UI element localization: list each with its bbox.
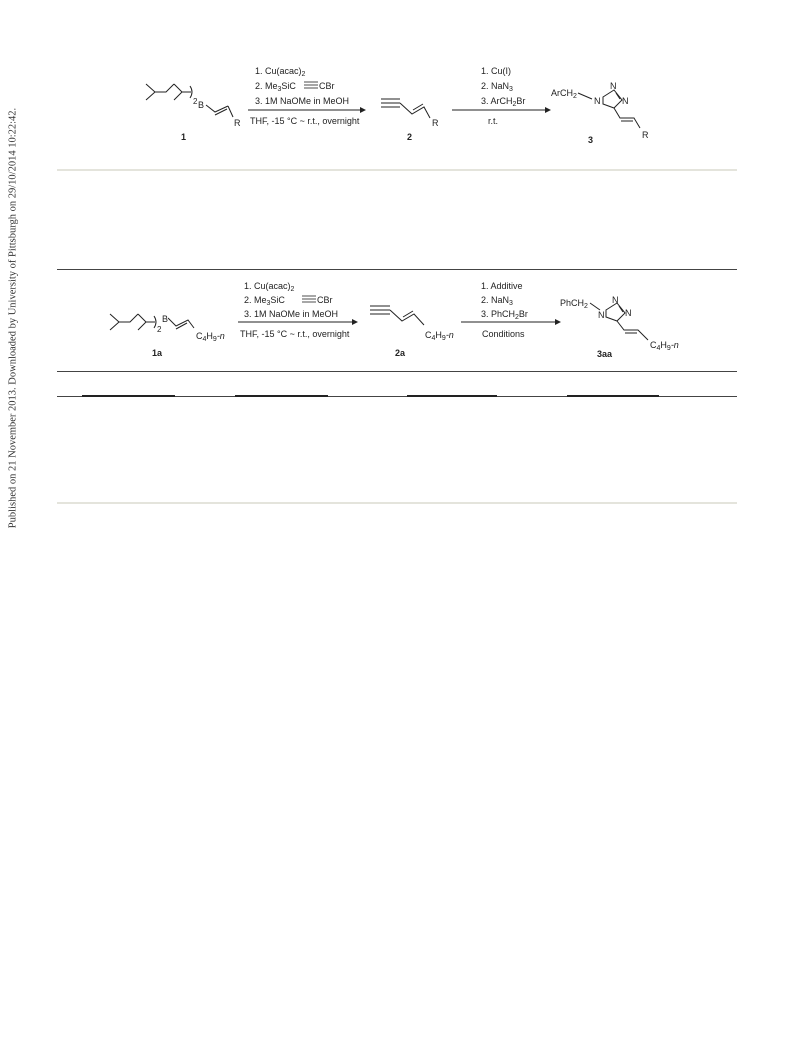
s2-r2a: 2. Me [244,295,267,305]
c1a-n: -n [216,331,225,341]
table-col-rule-2 [235,395,328,397]
s2-r2-sub: 3 [266,300,271,307]
s1-r1: 1. Cu(acac) [255,66,302,76]
s1-r2-sub: 3 [277,86,282,93]
divider-1 [57,169,737,171]
table-col-rule-1 [82,395,175,397]
compound-2a-label: 2a [395,348,406,358]
svg-text:2. Me3SiC [244,295,285,307]
compound-1-r: R [234,118,241,128]
s1b-r2a: 2. NaN [481,81,510,91]
compound-3-group-sub: 2 [573,93,577,100]
svg-text:C4H9-n [196,331,225,343]
svg-text:C4H9-n [425,330,454,342]
c3aa-n2: N [612,295,619,305]
compound-1a-boron-sub: 2 [157,325,162,334]
s1b-r2-sub: 3 [509,86,513,93]
s1b-r1: 1. Cu(I) [481,66,512,76]
c3aa-n: -n [670,340,679,350]
compound-3-n3: N [622,96,629,106]
svg-text:C4H9-n [650,340,679,352]
s1b-conditions: r.t. [488,116,499,126]
c1a-c: C [196,331,203,341]
compound-3-r: R [642,130,649,140]
svg-text:1. Cu(acac)2 [255,66,306,78]
s1-r1-sub: 2 [301,71,306,78]
compound-2-r: R [432,118,439,128]
compound-1a-boron: B [162,314,169,324]
s2b-r3a: 3. PhCH [481,309,516,319]
c3aa-s2: 9 [666,345,671,352]
svg-text:2. NaN3 [481,295,513,307]
svg-text:2. Me3SiC [255,81,296,93]
svg-text:1. Cu(acac)2 [244,281,295,293]
s2b-r3-sub: 2 [515,314,519,321]
table-col-rule-3 [407,395,497,397]
s2-r2c: CBr [317,295,333,305]
c3aa-h: H [660,340,667,350]
compound-1-boron: B [198,100,205,110]
download-note-text: Published on 21 November 2013. Downloaded by University of Pittsburgh on 29/10/2014 10:22:42. [7,107,19,529]
s1b-r3a: 3. ArCH [481,96,513,106]
c2a-h: H [435,330,442,340]
table-rule-top [57,371,737,372]
c1a-s1: 4 [202,336,207,343]
s2b-r2a: 2. NaN [481,295,510,305]
compound-3-group: ArCH [551,88,573,98]
s2b-conditions: Conditions [482,329,525,339]
svg-text:3. PhCH2Br [481,309,528,321]
svg-text:2. NaN3 [481,81,513,93]
s2-r3: 3. 1M NaOMe in MeOH [244,309,339,319]
s1-conditions: THF, -15 °C ~ r.t., overnight [250,116,360,126]
c2a-n: -n [445,330,454,340]
s2-conditions: THF, -15 °C ~ r.t., overnight [240,329,350,339]
compound-1-boron-sub: 2 [193,97,198,106]
s1-r2a: 2. Me [255,81,278,91]
compound-3-n1: N [594,96,601,106]
s1b-r3-sub: 2 [512,101,517,108]
svg-text:ArCH2 [551,88,577,100]
compound-3-n2: N [610,81,617,91]
c2a-s2: 9 [441,335,446,342]
compound-3-label: 3 [588,135,594,145]
compound-2-label: 2 [407,132,413,142]
scheme-2 [0,270,793,370]
s2-r1-sub: 2 [290,286,295,293]
c3aa-n1: N [598,310,605,320]
c3aa-group: PhCH [560,298,585,308]
s2b-r2-sub: 3 [509,300,513,307]
divider-3 [57,502,737,504]
compound-1-label: 1 [181,132,187,142]
s2b-r1: 1. Additive [481,281,523,291]
s1-r2c: CBr [319,81,335,91]
c3aa-s1: 4 [656,345,661,352]
s2-r1: 1. Cu(acac) [244,281,291,291]
svg-text:PhCH2 [560,298,588,310]
c1a-h: H [206,331,213,341]
svg-text:3. ArCH2Br [481,96,525,108]
compound-1a-label: 1a [152,348,163,358]
table-col-rule-4 [567,395,659,397]
c3aa-c: C [650,340,657,350]
c1a-s2: 9 [212,336,217,343]
s1-r3: 3. 1M NaOMe in MeOH [255,96,350,106]
s2b-r3b: Br [518,309,528,319]
s1-r2b: SiC [281,81,296,91]
compound-3aa-label: 3aa [597,349,613,359]
c2a-c: C [425,330,432,340]
c2a-s1: 4 [431,335,436,342]
s1b-r3b: Br [516,96,526,106]
s2-r2b: SiC [270,295,285,305]
c3aa-n3: N [625,308,632,318]
c3aa-group-sub: 2 [584,303,588,310]
scheme-1 [0,0,793,170]
